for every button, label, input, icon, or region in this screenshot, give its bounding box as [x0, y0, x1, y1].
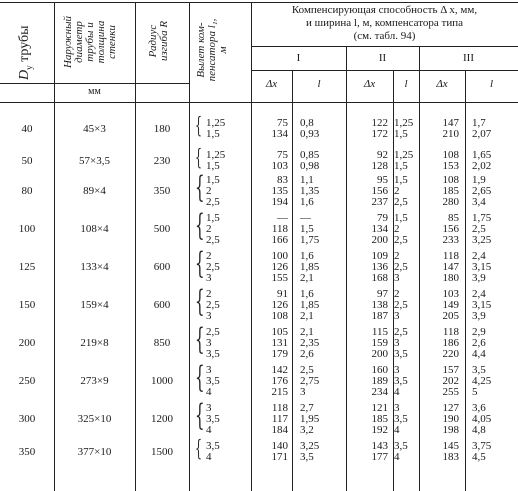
- cell-l2: 1,5: [394, 128, 408, 140]
- cell-l2: 1,5: [394, 174, 408, 186]
- cell-vylet: 4: [206, 386, 212, 398]
- cell-l1: 1,75: [300, 234, 320, 246]
- comp-header-line1: Компенсирующая способность Δ x, мм,: [291, 4, 478, 16]
- cell-dx3: 85: [448, 212, 459, 224]
- cell-dx2: 122: [371, 117, 388, 129]
- cell-dx1: 117: [271, 413, 288, 425]
- cell-vylet: 1,25: [206, 117, 226, 129]
- cell-dx3: 180: [442, 272, 459, 284]
- cell-vylet: 2,5: [206, 299, 220, 311]
- cell-dx1: 135: [271, 185, 288, 197]
- cell-l1: 2,35: [300, 337, 320, 349]
- row-brace: {: [195, 114, 202, 139]
- cell-radius: 230: [153, 154, 171, 167]
- cell-vylet: 3: [206, 310, 212, 322]
- cell-l2: 2: [394, 288, 400, 300]
- cell-dx2: 189: [371, 375, 388, 387]
- cell-l2: 2,5: [394, 196, 408, 208]
- cell-l3: 2,07: [472, 128, 492, 140]
- cell-outer-diameter: 325×10: [77, 413, 112, 425]
- cell-dx1: 140: [271, 440, 288, 452]
- cell-dx2: 95: [377, 174, 388, 186]
- comp-header-line3: (см. табл. 94): [353, 30, 416, 42]
- cell-dx3: 149: [442, 299, 459, 311]
- cell-dx1: 155: [271, 272, 288, 284]
- cell-l1: 0,8: [300, 117, 314, 129]
- type-ii-label: II: [378, 52, 387, 64]
- cell-l2: 3,5: [394, 440, 408, 452]
- header-dy-tail: трубы: [17, 25, 32, 66]
- cell-dy: 300: [18, 413, 36, 425]
- row-brace: {: [195, 246, 205, 281]
- cell-dx1: 142: [271, 364, 288, 376]
- cell-dx2: 200: [371, 234, 388, 246]
- cell-dy: 50: [21, 154, 33, 167]
- cell-l1: 3: [300, 386, 306, 398]
- cell-dx1: 179: [271, 348, 288, 360]
- cell-outer-diameter: 89×4: [83, 185, 106, 197]
- cell-l3: 3,15: [472, 299, 492, 311]
- type-iii-label: III: [463, 52, 474, 64]
- cell-l2: 3: [394, 310, 400, 322]
- cell-l3: 3,6: [472, 402, 486, 414]
- cell-dy: 40: [21, 122, 33, 135]
- units-rule: [0, 83, 189, 84]
- header-bottom-rule: [0, 102, 518, 103]
- cell-dx2: 92: [377, 149, 388, 161]
- cell-dy: 100: [18, 223, 36, 235]
- cell-dx2: 187: [371, 310, 388, 322]
- cell-l3: 2,4: [472, 288, 486, 300]
- dx1-header: Δx: [265, 78, 278, 90]
- cell-vylet: 3: [206, 402, 212, 414]
- cell-l1: —: [300, 212, 311, 224]
- col-rule-3: [189, 2, 190, 491]
- cell-vylet: 3,5: [206, 348, 220, 360]
- cell-dy: 125: [18, 261, 36, 273]
- cell-vylet: 2: [206, 288, 212, 300]
- cell-dy: 150: [18, 299, 36, 311]
- cell-dx2: 128: [371, 160, 388, 172]
- cell-l2: 3,5: [394, 348, 408, 360]
- cell-dx2: 192: [371, 424, 388, 436]
- cell-dx1: 166: [271, 234, 288, 246]
- cell-dx3: 118: [442, 250, 459, 262]
- cell-l3: 3,9: [472, 272, 486, 284]
- cell-dx3: 190: [442, 413, 459, 425]
- cell-l2: 3,5: [394, 413, 408, 425]
- cell-dx2: 200: [371, 348, 388, 360]
- cell-l1: 1,35: [300, 185, 320, 197]
- cell-radius: 850: [153, 337, 171, 349]
- cell-vylet: 3: [206, 337, 212, 349]
- cell-radius: 1200: [151, 413, 173, 425]
- cell-l3: 3,75: [472, 440, 492, 452]
- cell-l2: 4: [394, 386, 400, 398]
- cell-dx2: 97: [377, 288, 388, 300]
- cell-l2: 2,5: [394, 261, 408, 273]
- cell-l3: 3,25: [472, 234, 492, 246]
- cell-dx3: 157: [442, 364, 459, 376]
- cell-vylet: 2,5: [206, 234, 220, 246]
- cell-dx2: 237: [371, 196, 388, 208]
- cell-outer-diameter: 45×3: [83, 122, 106, 135]
- cell-dx2: 177: [371, 451, 388, 463]
- cell-l1: 2,5: [300, 364, 314, 376]
- cell-vylet: 2: [206, 223, 212, 235]
- cell-l2: 2,5: [394, 326, 408, 338]
- cell-dx1: 131: [271, 337, 288, 349]
- row-brace: {: [195, 208, 205, 243]
- cell-vylet: 2,5: [206, 326, 220, 338]
- cell-dx3: 198: [442, 424, 459, 436]
- cell-l3: 4,5: [472, 451, 486, 463]
- cell-l3: 2,4: [472, 250, 486, 262]
- cell-dx3: 153: [442, 160, 459, 172]
- cell-outer-diameter: 57×3,5: [79, 154, 110, 167]
- cell-l2: 1,5: [394, 160, 408, 172]
- cell-dx3: 205: [442, 310, 459, 322]
- cell-l2: 2: [394, 223, 400, 235]
- cell-l3: 1,65: [472, 149, 492, 161]
- cell-dx3: 255: [442, 386, 459, 398]
- cell-dx1: 194: [271, 196, 288, 208]
- cell-l1: 1,5: [300, 223, 314, 235]
- cell-outer-diameter: 273×9: [80, 375, 109, 387]
- cell-dx1: 118: [271, 223, 288, 235]
- cell-vylet: 2: [206, 185, 212, 197]
- cell-dx1: 91: [277, 288, 288, 300]
- row-brace: {: [195, 170, 205, 205]
- cell-vylet: 4: [206, 424, 212, 436]
- cell-vylet: 1,5: [206, 128, 220, 140]
- cell-dx1: 75: [277, 149, 288, 161]
- units-label: мм: [88, 86, 101, 97]
- cell-dx1: 171: [271, 451, 288, 463]
- dx2-header: Δx: [363, 78, 376, 90]
- header-radius: Радиус изгиба R: [147, 20, 170, 62]
- cell-dx3: 186: [442, 337, 459, 349]
- cell-dx2: 172: [371, 128, 388, 140]
- cell-l1: 0,98: [300, 160, 320, 172]
- row-brace: {: [195, 398, 205, 433]
- cell-dx1: 118: [271, 402, 288, 414]
- cell-vylet: 3,5: [206, 375, 220, 387]
- cell-dx1: 215: [271, 386, 288, 398]
- cell-l1: 2,7: [300, 402, 314, 414]
- cell-radius: 1000: [151, 375, 173, 387]
- cell-dx1: —: [277, 212, 288, 224]
- cell-dx3: 202: [442, 375, 459, 387]
- cell-vylet: 3,5: [206, 440, 220, 452]
- row-brace: {: [195, 322, 205, 357]
- col-rule-5: [292, 70, 293, 491]
- cell-vylet: 2: [206, 250, 212, 262]
- cell-dx2: 121: [371, 402, 388, 414]
- cell-l1: 1,6: [300, 288, 314, 300]
- cell-dx2: 234: [371, 386, 388, 398]
- cell-l1: 1,6: [300, 250, 314, 262]
- cell-dx1: 134: [271, 128, 288, 140]
- cell-dx1: 126: [271, 261, 288, 273]
- cell-l3: 1,9: [472, 174, 486, 186]
- cell-dx1: 108: [271, 310, 288, 322]
- cell-dy: 200: [18, 337, 36, 349]
- cell-l2: 1,25: [394, 117, 414, 129]
- row-brace: {: [195, 360, 205, 395]
- row-brace: {: [195, 284, 205, 319]
- cell-l3: 4,05: [472, 413, 492, 425]
- cell-dx3: 127: [442, 402, 459, 414]
- cell-vylet: 1,5: [206, 174, 220, 186]
- cell-dx3: 145: [442, 440, 459, 452]
- col-rule-9: [465, 70, 466, 491]
- cell-dx2: 168: [371, 272, 388, 284]
- row-brace: {: [195, 437, 202, 462]
- cell-radius: 600: [153, 299, 171, 311]
- cell-l2: 3: [394, 402, 400, 414]
- cell-dx3: 183: [442, 451, 459, 463]
- cell-l2: 2,5: [394, 234, 408, 246]
- cell-outer-diameter: 159×4: [80, 299, 109, 311]
- cell-l1: 1,85: [300, 261, 320, 273]
- cell-l2: 4: [394, 424, 400, 436]
- cell-outer-diameter: 108×4: [80, 223, 109, 235]
- cell-dx3: 156: [442, 223, 459, 235]
- header-outer-diameter: Наружный диаметр трубы и толщина стенки: [62, 15, 118, 69]
- cell-dx1: 105: [271, 326, 288, 338]
- cell-dx2: 134: [371, 223, 388, 235]
- cell-l3: 2,5: [472, 223, 486, 235]
- cell-l3: 3,4: [472, 196, 486, 208]
- cell-l1: 1,1: [300, 174, 314, 186]
- cell-l3: 3,9: [472, 310, 486, 322]
- cell-radius: 1500: [151, 445, 173, 458]
- cell-dx3: 108: [442, 174, 459, 186]
- table-top-rule: [0, 2, 518, 3]
- cell-dx1: 103: [271, 160, 288, 172]
- cell-l1: 1,95: [300, 413, 320, 425]
- cell-dx3: 233: [442, 234, 459, 246]
- cell-dx3: 185: [442, 185, 459, 197]
- cell-dx2: 185: [371, 413, 388, 425]
- cell-l3: 2,6: [472, 337, 486, 349]
- cell-dx1: 75: [277, 117, 288, 129]
- cell-dx3: 220: [442, 348, 459, 360]
- cell-l1: 2,1: [300, 310, 314, 322]
- cell-radius: 600: [153, 261, 171, 273]
- cell-dx3: 103: [442, 288, 459, 300]
- cell-l3: 2,9: [472, 326, 486, 338]
- cell-dx2: 115: [371, 326, 388, 338]
- cell-dy: 250: [18, 375, 36, 387]
- cell-l3: 4,25: [472, 375, 492, 387]
- cell-l3: 1,75: [472, 212, 492, 224]
- cell-dx1: 184: [271, 424, 288, 436]
- cell-l1: 0,93: [300, 128, 320, 140]
- cell-vylet: 1,5: [206, 160, 220, 172]
- cell-dx3: 147: [442, 261, 459, 273]
- l3-header: l: [489, 78, 494, 90]
- cell-vylet: 1,25: [206, 149, 226, 161]
- cell-radius: 350: [153, 185, 171, 197]
- cell-dx1: 126: [271, 299, 288, 311]
- cell-dx2: 138: [371, 299, 388, 311]
- header-dy-letter: D: [17, 69, 32, 80]
- cell-radius: 180: [153, 122, 171, 135]
- cell-l2: 3,5: [394, 375, 408, 387]
- cell-dx2: 79: [377, 212, 388, 224]
- cell-dx1: 83: [277, 174, 288, 186]
- cell-l1: 2,1: [300, 272, 314, 284]
- row-brace: {: [195, 146, 202, 171]
- cell-dx3: 210: [442, 128, 459, 140]
- cell-l3: 5: [472, 386, 478, 398]
- cell-l2: 4: [394, 451, 400, 463]
- dx3-header: Δx: [436, 78, 448, 90]
- comp-header-line2: и ширина l, м, компенсатора типа: [306, 17, 463, 29]
- cell-dy: 80: [21, 185, 33, 197]
- cell-dy: 350: [18, 445, 36, 458]
- type-i-label: I: [296, 52, 301, 64]
- cell-dx2: 160: [371, 364, 388, 376]
- l2-header: l: [404, 78, 408, 90]
- cell-l2: 3: [394, 272, 400, 284]
- cell-l2: 1,25: [394, 149, 414, 161]
- cell-l2: 2,5: [394, 299, 408, 311]
- cell-l2: 2: [394, 250, 400, 262]
- cell-l1: 2,75: [300, 375, 320, 387]
- cell-l1: 3,5: [300, 451, 314, 463]
- cell-dx3: 147: [442, 117, 459, 129]
- cell-radius: 500: [153, 223, 171, 235]
- cell-vylet: 3: [206, 272, 212, 284]
- cell-vylet: 2,5: [206, 196, 220, 208]
- cell-l2: 1,5: [394, 212, 408, 224]
- cell-l1: 0,85: [300, 149, 320, 161]
- cell-l3: 3,5: [472, 364, 486, 376]
- header-dy: [18, 25, 36, 80]
- cell-l2: 3: [394, 364, 400, 376]
- cell-dx2: 156: [371, 185, 388, 197]
- cell-l3: 2,02: [472, 160, 492, 172]
- cell-dx1: 176: [271, 375, 288, 387]
- header-dy-sub: y: [23, 65, 34, 70]
- cell-l3: 2,65: [472, 185, 492, 197]
- cell-vylet: 4: [206, 451, 212, 463]
- cell-outer-diameter: 133×4: [80, 261, 109, 273]
- l1-header: l: [317, 78, 321, 90]
- cell-l2: 3: [394, 337, 400, 349]
- cell-l3: 1,7: [472, 117, 486, 129]
- header-vylet: Вылет ком- пенсатора l₁, м: [195, 18, 229, 82]
- cell-l3: 4,8: [472, 424, 486, 436]
- cell-vylet: 1,5: [206, 212, 220, 224]
- cell-l1: 3,2: [300, 424, 314, 436]
- cell-dx2: 109: [371, 250, 388, 262]
- cell-dx3: 280: [442, 196, 459, 208]
- cell-outer-diameter: 219×8: [80, 337, 109, 349]
- cell-vylet: 3,5: [206, 413, 220, 425]
- cell-l3: 4,4: [472, 348, 486, 360]
- cell-dx2: 159: [371, 337, 388, 349]
- cell-l1: 1,6: [300, 196, 314, 208]
- cell-l1: 3,25: [300, 440, 320, 452]
- cell-l1: 2,1: [300, 326, 314, 338]
- cell-outer-diameter: 377×10: [77, 445, 112, 458]
- cell-l3: 3,15: [472, 261, 492, 273]
- type-header-rule: [251, 46, 518, 47]
- cell-dx2: 143: [371, 440, 388, 452]
- cell-dx1: 100: [271, 250, 288, 262]
- cell-l1: 1,85: [300, 299, 320, 311]
- cell-vylet: 2,5: [206, 261, 220, 273]
- cell-vylet: 3: [206, 364, 212, 376]
- cell-dx3: 108: [442, 149, 459, 161]
- cell-dx3: 118: [442, 326, 459, 338]
- cell-dx2: 136: [371, 261, 388, 273]
- cell-l1: 2,6: [300, 348, 314, 360]
- cell-l2: 2: [394, 185, 400, 197]
